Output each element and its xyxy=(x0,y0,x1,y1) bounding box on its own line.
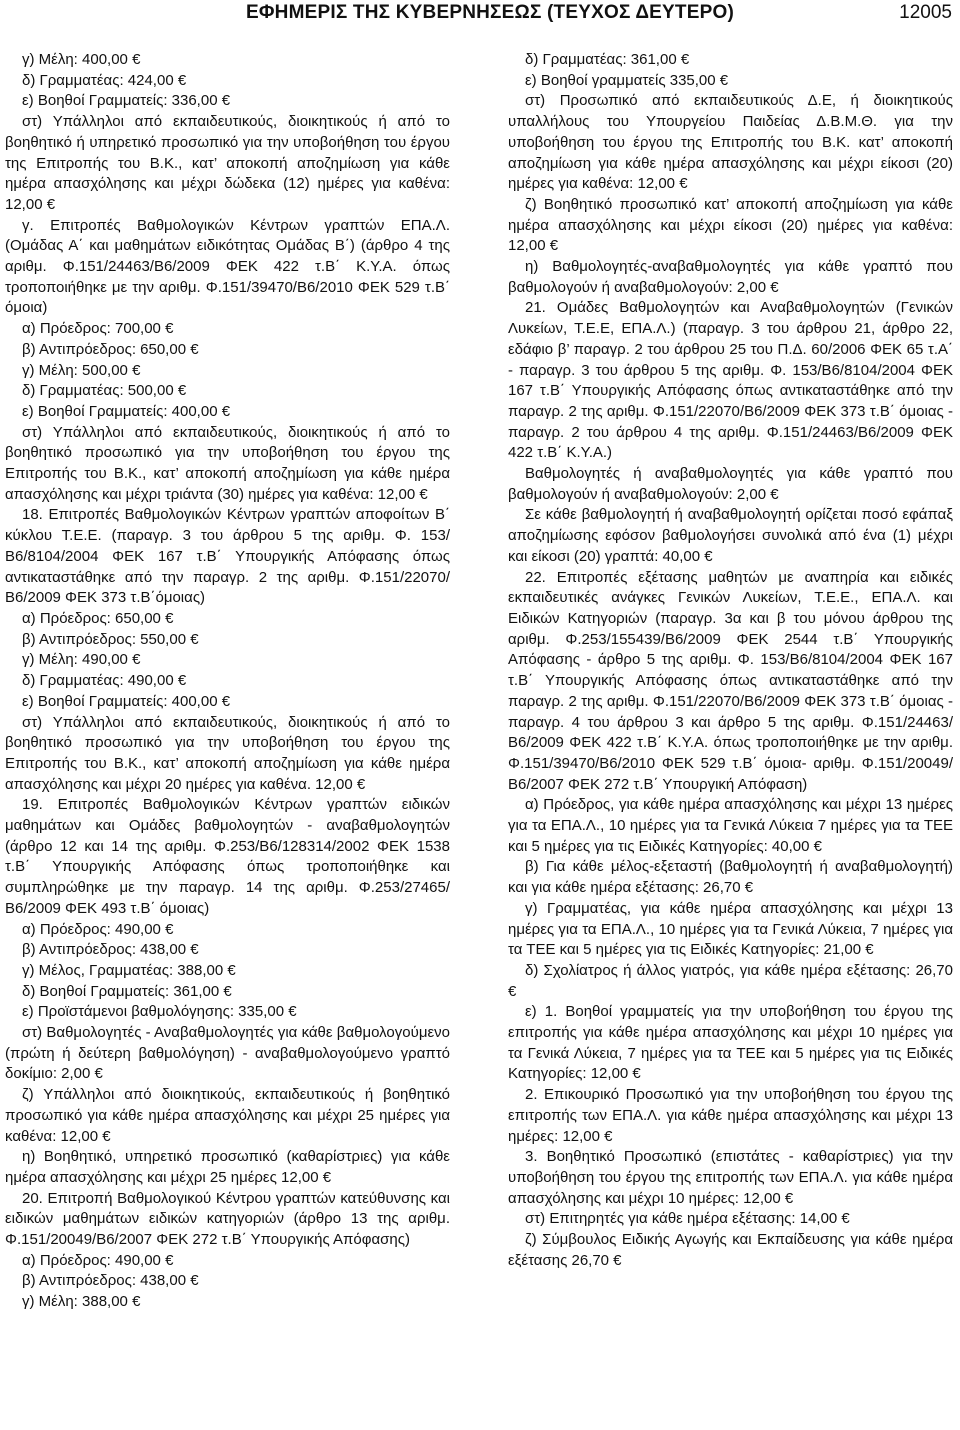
paragraph: δ) Γραμματέας: 424,00 € xyxy=(22,71,187,89)
paragraph: β) Αντιπρόεδρος: 438,00 € xyxy=(22,941,199,959)
paragraph: γ. Επιτροπές Βαθμολογικών Κέντρων γραπτών ΕΠΑ.Λ. (Ομάδας Α΄ και μαθημάτων ειδικότητας Ομάδας Β΄) (άρθρο 4 της αριθμ. Φ.151/24463/Β6/2009 ΦΕΚ 422 τ.Β΄ Κ.Υ.Α. όπως τροποποιήθηκε με την αριθμ. Φ.151/39470/Β6/2010 ΦΕΚ 529 τ.Β΄ όμοια) xyxy=(5,216,450,317)
paragraph: ε) Βοηθοί Γραμματείς: 400,00 € xyxy=(22,692,231,710)
paragraph: α) Πρόεδρος: 700,00 € xyxy=(22,320,174,338)
paragraph: δ) Σχολίατρος ή άλλος γιατρός, για κάθε ημέρα εξέτασης: 26,70 € xyxy=(508,961,953,1000)
paragraph: 18. Επιτροπές Βαθμολογικών Κέντρων γραπτών αποφοίτων Β΄ κύκλου Τ.Ε.Ε. (παραγρ. 3 του άρθρου 5 της αριθμ. Φ. 153/Β6/8104/2004 ΦΕΚ 167 τ.Β΄ Υπουργικής Απόφασης όπως αντικαταστάθηκε από την παραγρ. 2 της αριθμ. Φ.151/22070/Β6/2009 ΦΕΚ 373 τ.Β΄όμοιας) xyxy=(5,506,450,607)
paragraph: 3. Βοηθητικό Προσωπικό (επιστάτες - καθαρίστριες) για την υποβοήθηση του έργου της επιτροπής των ΕΠΑ.Λ. για κάθε ημέρα απασχόλησης και μέχρι 10 ημέρες: 12,00 € xyxy=(508,1148,953,1207)
paragraph: γ) Μέλη: 500,00 € xyxy=(22,361,141,379)
paragraph: ε) Βοηθοί γραμματείς 335,00 € xyxy=(525,71,729,89)
paragraph: α) Πρόεδρος: 650,00 € xyxy=(22,609,174,627)
paragraph: 21. Ομάδες Βαθμολογητών και Αναβαθμολογητών (Γενικών Λυκείων, Τ.Ε.Ε, ΕΠΑ.Λ.) (παραγρ. 3 του άρθρου 21, άρθρο 22, εδάφιο β’ παραγρ. 2 του άρθρου 25 του Π.Δ. 60/2006 ΦΕΚ 65 τ.Α΄ - παραγρ. 3 του άρθρου 5 της αριθμ. Φ. 153/Β6/8104/2004 ΦΕΚ 167 τ.Β΄ Υπουργικής Απόφασης όπως αντικαταστάθηκε από την παραγρ. 2 της αριθμ. Φ.151/22070/Β6/2009 ΦΕΚ 373 τ.Β΄ όμοιας - παραγρ. 2 του άρθρου 4 της αριθμ. Φ.151/24463/Β6/2009 ΦΕΚ 422 τ.Β΄ Κ.Υ.Α.) xyxy=(508,299,953,462)
paragraph: 2. Επικουρικό Προσωπικό για την υποβοήθηση του έργου της επιτροπής των ΕΠΑ.Λ. για κάθε ημέρα απασχόλησης και μέχρι 13 ημέρες: 12,00 € xyxy=(508,1086,953,1145)
paragraph: στ) Προσωπικό από εκπαιδευτικούς Δ.Ε, ή διοικητικούς υπαλλήλους του Υπουργείου Παιδείας Δ.Β.Μ.Θ. για την υποβοήθηση του έργου της Επιτροπής του Β.Κ. κατ’ αποκοπή αποζημίωση για κάθε ημέρα απασχόλησης και μέχρι είκοσι (20) ημέρες για καθένα: 12,00 € xyxy=(508,92,953,193)
paragraph: στ) Υπάλληλοι από εκπαιδευτικούς, διοικητικούς ή από το βοηθητικό ή υπηρετικό προσωπικό για την υποβοήθηση του έργου της Επιτροπής του Β.Κ., κατ’ αποκοπή αποζημίωση για κάθε ημέρα απασχόλησης και μέχρι δώδεκα (12) ημέρες για καθένα: 12,00 € xyxy=(5,113,450,213)
paragraph: ζ) Υπάλληλοι από διοικητικούς, εκπαιδευτικούς ή βοηθητικό προσωπικό για κάθε ημέρα απασχόλησης και μέχρι 25 ημέρες για καθένα: 12,00 € xyxy=(5,1086,450,1145)
page-header xyxy=(0,0,960,30)
paragraph: β) Αντιπρόεδρος: 650,00 € xyxy=(22,340,199,358)
paragraph: α) Πρόεδρος: 490,00 € xyxy=(22,1251,174,1269)
paragraph: δ) Γραμματέας: 500,00 € xyxy=(22,382,187,400)
right-column xyxy=(508,50,953,1271)
paragraph: στ) Υπάλληλοι από εκπαιδευτικούς, διοικητικούς ή από το βοηθητικό προσωπικό για την υποβοήθηση του έργου της Επιτροπής του Β.Κ., κατ’ αποκοπή αποζημίωση για κάθε ημέρα απασχόλησης και μέχρι τριάντα (30) ημέρες για καθένα: 12,00 € xyxy=(5,423,450,503)
paragraph: ε) Βοηθοί Γραμματείς: 336,00 € xyxy=(22,92,231,110)
paragraph: ζ) Σύμβουλος Ειδικής Αγωγής και Εκπαίδευσης για κάθε ημέρα εξέτασης 26,70 € xyxy=(508,1231,953,1269)
paragraph: 22. Επιτροπές εξέτασης μαθητών με αναπηρία και ειδικές εκπαιδευτικές ανάγκες Γενικών Λυκείων, Τ.Ε.Ε., ΕΠΑ.Λ. και Ειδικών Κατηγοριών (παραγρ. 3α και β του μόνου άρθρου της αριθμ. Φ.253/155439/Β6/2009 ΦΕΚ 2544 τ.Β΄ Υπουργικής Απόφασης - άρθρο 5 της αριθμ. Φ. 153/Β6/8104/2004 ΦΕΚ 167 τ.Β΄ Υπουργικής Απόφασης όπως αντικαταστάθηκε από την παραγρ. 2 της αριθμ. Φ.151/22070/Β6/2009 ΦΕΚ 373 τ.Β΄ όμοιας - παραγρ. 4 του άρθρου 3 και άρθρο 5 της αριθμ. Φ.151/24463/Β6/2009 ΦΕΚ 422 τ.Β΄ Κ.Υ.Α. όπως τροποποιήθηκε με την αριθμ. Φ.151/39470/Β6/2010 ΦΕΚ 529 τ.Β΄ όμοια- αριθμ. Φ.151/20049/Β6/2007 ΦΕΚ 272 τ.Β΄ Υπουργική Απόφαση) xyxy=(508,568,953,793)
paragraph: γ) Μέλος, Γραμματέας: 388,00 € xyxy=(22,961,236,979)
paragraph: ε) Προϊστάμενοι βαθμολόγησης: 335,00 € xyxy=(22,1003,297,1021)
paragraph: Βαθμολογητές ή αναβαθμολογητές για κάθε γραπτό που βαθμολογούν ή αναβαθμολογούν: 2,00 € xyxy=(508,465,953,503)
paragraph: στ) Βαθμολογητές - Αναβαθμολογητές για κάθε βαθμολογούμενο (πρώτη ή δεύτερη βαθμολόγηση) - αναβαθμολογούμενο γραπτό δοκίμιο: 2,00 € xyxy=(5,1024,450,1083)
gazette-title: ΕΦΗΜΕΡΙΣ ΤΗΣ ΚΥΒΕΡΝΗΣΕΩΣ (ΤΕΥΧΟΣ ΔΕΥΤΕΡΟ) xyxy=(246,2,734,23)
paragraph: γ) Μέλη: 388,00 € xyxy=(22,1293,141,1311)
paragraph: ε) Βοηθοί Γραμματείς: 400,00 € xyxy=(22,402,231,420)
paragraph: δ) Βοηθοί Γραμματείς: 361,00 € xyxy=(22,982,232,1000)
paragraph: β) Αντιπρόεδρος: 438,00 € xyxy=(22,1272,199,1290)
page-number: 12005 xyxy=(899,2,952,23)
paragraph: Σε κάθε βαθμολογητή ή αναβαθμολογητή ορίζεται ποσό εφάπαξ αποζημίωσης εφόσον βαθμολογήσει συνολικά από ένα (1) μέχρι και είκοσι (20) γραπτά: 40,00 € xyxy=(508,506,953,565)
paragraph: δ) Γραμματέας: 490,00 € xyxy=(22,672,187,690)
paragraph: στ) Υπάλληλοι από εκπαιδευτικούς, διοικητικούς ή από το βοηθητικό προσωπικό για την υποβοήθηση του έργου της Επιτροπής του Β.Κ., κατ’ αποκοπή αποζημίωση για κάθε ημέρα απασχόλησης και μέχρι 20 ημέρες για καθένα. 12,00 € xyxy=(5,713,450,793)
paragraph: στ) Επιτηρητές για κάθε ημέρα εξέτασης: 14,00 € xyxy=(525,1210,850,1228)
paragraph: γ) Γραμματέας, για κάθε ημέρα απασχόλησης και μέχρι 13 ημέρες για τα ΕΠΑ.Λ., 10 ημέρες για τα Γενικά Λύκεια, 7 ημέρες για τα ΤΕΕ και 5 ημέρες για τις Ειδικές Κατηγορίες: 21,00 € xyxy=(508,899,953,959)
paragraph: β) Αντιπρόεδρος: 550,00 € xyxy=(22,630,199,648)
left-column xyxy=(5,50,450,1313)
paragraph: η) Βαθμολογητές-αναβαθμολογητές για κάθε γραπτό που βαθμολογούν ή αναβαθμολογούν: 2,00 € xyxy=(508,258,953,296)
paragraph: ζ) Βοηθητικό προσωπικό κατ’ αποκοπή αποζημίωση για κάθε ημέρα απασχόλησης και μέχρι είκοσι (20) ημέρες για καθένα: 12,00 € xyxy=(508,195,953,255)
paragraph: δ) Γραμματέας: 361,00 € xyxy=(525,51,690,68)
paragraph: γ) Μέλη: 400,00 € xyxy=(22,51,141,68)
paragraph: β) Για κάθε μέλος-εξεταστή (βαθμολογητή ή αναβαθμολογητή) και για κάθε ημέρα εξέτασης: 26,70 € xyxy=(508,858,953,897)
paragraph: η) Βοηθητικό, υπηρετικό προσωπικό (καθαρίστριες) για κάθε ημέρα απασχόλησης και μέχρι 25 ημέρες 12,00 € xyxy=(5,1148,450,1186)
paragraph: α) Πρόεδρος: 490,00 € xyxy=(22,920,174,938)
paragraph: ε) 1. Βοηθοί γραμματείς για την υποβοήθηση του έργου της επιτροπής για κάθε ημέρα απασχόλησης και μέχρι 10 ημέρες για τα Γενικά Λύκεια, 7 ημέρες για τα ΤΕΕ και 5 ημέρες για τις Ειδικές Κατηγορίες: 12,00 € xyxy=(508,1003,953,1083)
paragraph: α) Πρόεδρος, για κάθε ημέρα απασχόλησης και μέχρι 13 ημέρες για τα ΕΠΑ.Λ., 10 ημέρες για τα Γενικά Λύκεια 7 ημέρες για τα ΤΕΕ και 5 ημέρες για τις Ειδικές Κατηγορίες: 40,00 € xyxy=(508,796,953,855)
paragraph: γ) Μέλη: 490,00 € xyxy=(22,651,141,669)
paragraph: 19. Επιτροπές Βαθμολογικών Κέντρων γραπτών ειδικών μαθημάτων και Ομάδες βαθμολογητών - αναβαθμολογητών (άρθρο 12 και 14 της αριθμ. Φ.253/Β6/128314/2002 ΦΕΚ 1538 τ.Β΄ Υπουργικής Απόφασης όπως τροποποιήθηκε και συμπληρώθηκε με την παραγρ. 14 της αριθμ. Φ.253/27465/Β6/2009 ΦΕΚ 493 τ.Β΄ όμοιας) xyxy=(5,796,450,917)
paragraph: 20. Επιτροπή Βαθμολογικού Κέντρου γραπτών κατεύθυνσης και ειδικών μαθημάτων ειδικών κατηγοριών (άρθρο 13 της αριθμ. Φ.151/20049/Β6/2007 ΦΕΚ 272 τ.Β΄ Υπουργικής Απόφασης) xyxy=(5,1189,450,1249)
